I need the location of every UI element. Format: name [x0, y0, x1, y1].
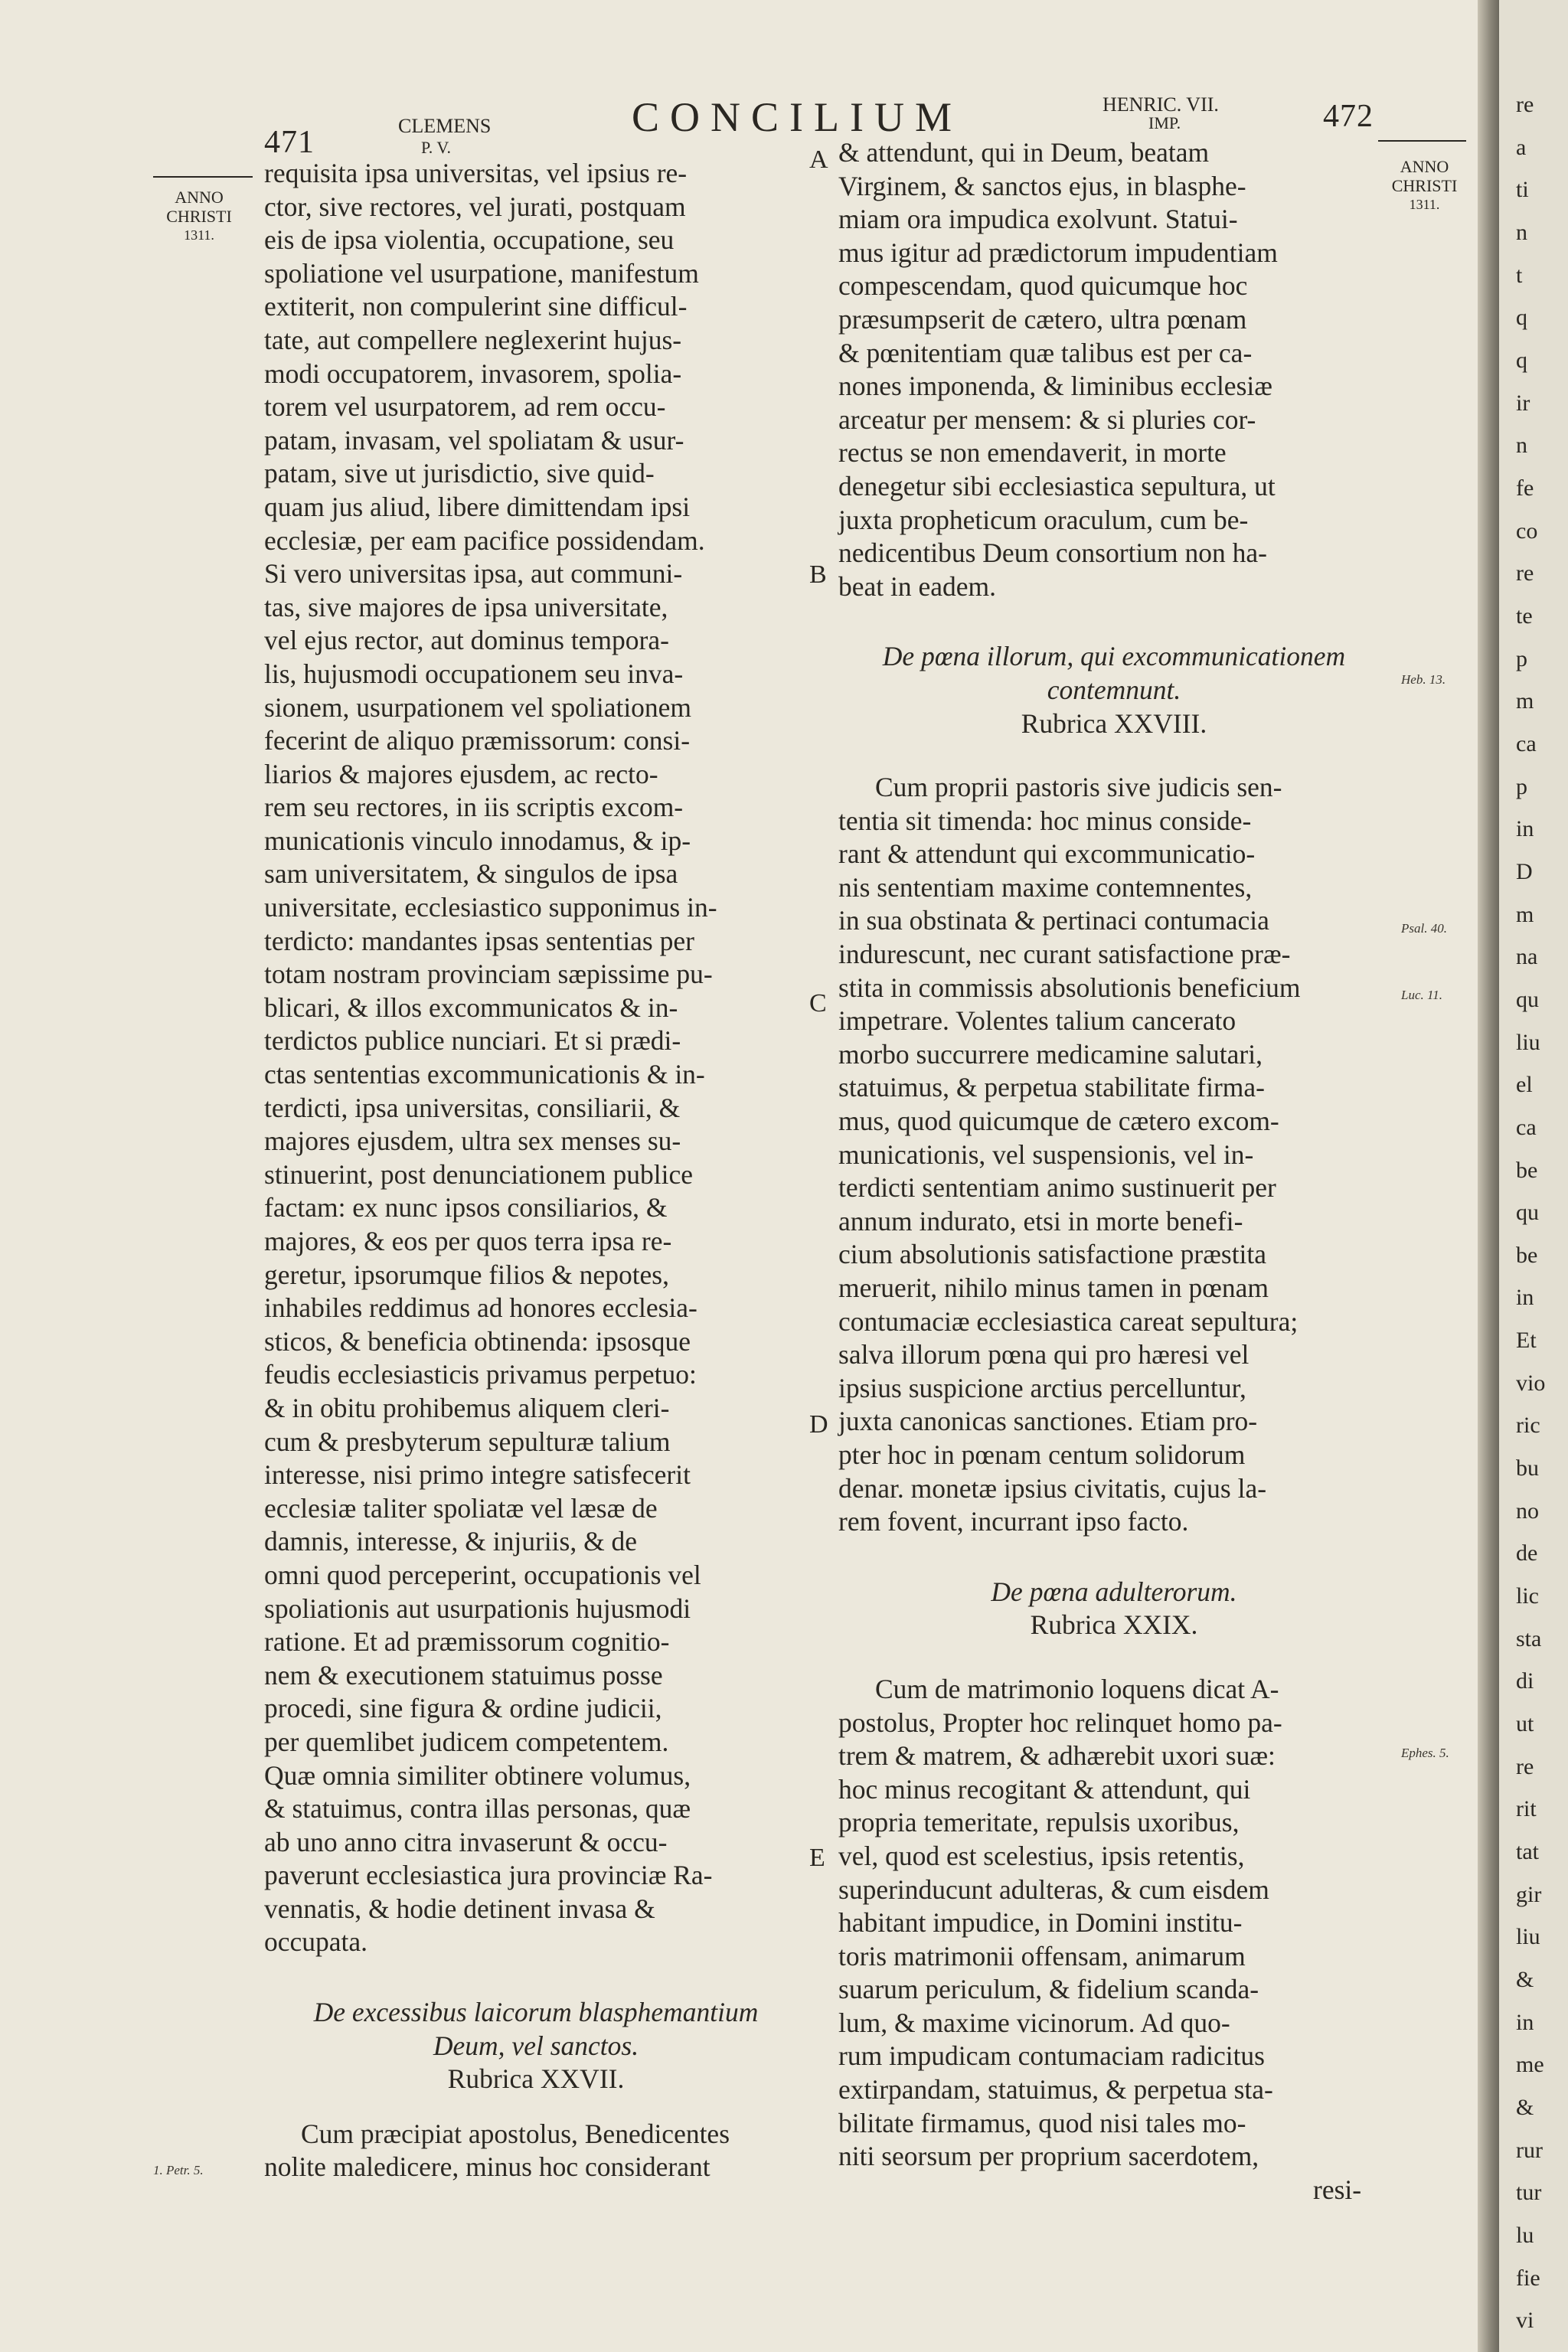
next-page-fragment: n: [1516, 219, 1527, 245]
left-column-line-9: patam, invasam, vel spoliatam & usur-: [264, 424, 684, 456]
left-column-line-17: sionem, usurpationem vel spoliationem: [264, 691, 692, 723]
left-column-line-18: fecerint de aliquo præmissorum: consi-: [264, 725, 691, 756]
left-column-line-26: blicari, & illos excommunicatos & in-: [264, 991, 678, 1023]
left-column-line-37: feudis ecclesiasticis privamus perpetuo:: [264, 1359, 697, 1390]
section-28-title-line2: contemnunt.: [1047, 674, 1181, 705]
right-column-line-13: nedicentibus Deum consortium non ha-: [838, 537, 1267, 569]
next-page-fragment: be: [1516, 1157, 1538, 1183]
left-column-line-34: geretur, ipsorumque filios & nepotes,: [264, 1259, 669, 1290]
next-page-fragment: ca: [1516, 1114, 1537, 1140]
section-29-line-8: habitant impudice, in Domini institu-: [838, 1907, 1243, 1939]
right-column: [838, 136, 1390, 2207]
section-28-line-11: mus, quod quicumque de cætero excom-: [838, 1106, 1279, 1137]
section-29-title: De pœna adulterorum.: [991, 1576, 1237, 1607]
left-column-line-33: majores, & eos per quos terra ipsa re-: [264, 1226, 672, 1256]
left-column-line-36: sticos, & beneficia obtinenda: ipsosque: [264, 1325, 691, 1357]
next-page-fragment: na: [1516, 944, 1538, 970]
margin-note-luc: Luc. 11.: [1401, 988, 1442, 1002]
section-28-line-7: stita in commissis absolutionis beneficium: [838, 972, 1301, 1003]
next-page-fragment: qu: [1516, 1200, 1539, 1226]
section-29-text: [838, 1673, 1390, 2174]
right-column-line-2: Virginem, & sanctos ejus, in blasphe-: [838, 170, 1246, 201]
section-27-line-2: nolite maledicere, minus hoc considerant: [264, 2151, 710, 2183]
right-column-line-10: rectus se non emendaverit, in morte: [838, 437, 1227, 469]
left-column-line-8: torem vel usurpatorem, ad rem occu-: [264, 391, 666, 423]
right-column-line-7: & pœnitentiam quæ talibus est per ca-: [838, 337, 1253, 368]
section-28-line-8: impetrare. Volentes talium cancerato: [838, 1005, 1236, 1037]
margin-note-ephes: Ephes. 5.: [1401, 1746, 1449, 1760]
left-column-line-40: interesse, nisi primo integre satisfecerit: [264, 1459, 691, 1491]
left-column-line-54: occupata.: [264, 1926, 368, 1958]
left-column-line-47: procedi, sine figura & ordine judicii,: [264, 1693, 662, 1724]
left-column-line-6: tate, aut compellere neglexerint hujus-: [264, 324, 682, 355]
next-page-fragment: m: [1516, 688, 1534, 714]
left-column-line-1: requisita ipsa universitas, vel ipsius re-: [264, 158, 688, 188]
next-page-fragment: in: [1516, 816, 1534, 842]
next-page-fragment: be: [1516, 1242, 1538, 1268]
next-page-fragment: re: [1516, 1753, 1534, 1779]
left-running-head: CLEMENS: [398, 115, 492, 137]
next-page-fragment: tur: [1516, 2180, 1542, 2206]
left-column-line-14: tas, sive majores de ipsa universitate,: [264, 591, 668, 622]
section-29-line-11: lum, & maxime vicinorum. Ad quo-: [838, 2007, 1230, 2038]
left-column-line-11: quam jus aliud, libere dimittendam ipsi: [264, 491, 691, 522]
right-column-line-5: compescendam, quod quicumque hoc: [838, 270, 1248, 302]
right-column-line-4: mus igitur ad prædictorum impudentiam: [838, 237, 1278, 268]
next-page-fragment: in: [1516, 2009, 1534, 2035]
left-column-line-28: ctas sententias excommunicationis & in-: [264, 1059, 705, 1090]
left-column-line-53: vennatis, & hodie detinent invasa &: [264, 1893, 655, 1924]
next-page-fragment: gir: [1516, 1881, 1542, 1907]
next-page-fragment: bu: [1516, 1455, 1539, 1481]
left-column-line-20: rem seu rectores, in iis scriptis excom-: [264, 792, 684, 823]
next-page-fragment: qu: [1516, 986, 1539, 1012]
left-column: [264, 157, 808, 2184]
section-27-title-line2: Deum, vel sanctos.: [433, 2030, 639, 2061]
next-page-fragment: &: [1516, 2095, 1534, 2121]
page-title: CONCILIUM: [632, 94, 962, 140]
section-28-rubric: Rubrica XXVIII.: [1021, 707, 1207, 739]
next-page-fragment: t: [1516, 262, 1523, 288]
right-column-line-9: arceatur per mensem: & si pluries cor-: [838, 403, 1256, 435]
next-page-fragment: te: [1516, 603, 1533, 629]
book-gutter: [1478, 0, 1499, 2352]
left-column-line-45: ratione. Et ad præmissorum cognitio-: [264, 1626, 670, 1658]
next-page-fragment: &: [1516, 1967, 1534, 1993]
left-column-line-50: & statuimus, contra illas personas, quæ: [264, 1793, 691, 1824]
anno-right-line1: ANNO: [1400, 157, 1449, 176]
section-28-line-2: tentia sit timenda: hoc minus conside-: [838, 805, 1252, 836]
section-29: [838, 1576, 1390, 2207]
next-page-fragment: vi: [1516, 2308, 1534, 2334]
section-29-line-10: suarum periculum, & fidelium scanda-: [838, 1974, 1259, 2005]
next-page-fragment: ut: [1516, 1711, 1534, 1737]
section-28-text: [838, 771, 1390, 1539]
next-page-fragment: co: [1516, 518, 1538, 544]
next-page-fragment: Et: [1516, 1328, 1537, 1354]
left-page-number: 471: [264, 125, 315, 160]
next-page-fragment: fe: [1516, 475, 1534, 501]
left-column-line-44: spoliationis aut usurpationis hujusmodi: [264, 1592, 691, 1624]
left-column-line-51: ab uno anno citra invaserunt & occu-: [264, 1826, 668, 1857]
left-column-line-10: patam, sive ut jurisdictio, sive quid-: [264, 458, 655, 489]
right-column-line-14: beat in eadem.: [838, 570, 996, 602]
right-page-number: 472: [1323, 99, 1374, 134]
left-column-line-15: vel ejus rector, aut dominus tempora-: [264, 625, 669, 656]
next-page-fragment: liu: [1516, 1924, 1540, 1950]
section-28-line-21: pter hoc in pœnam centum solidorum: [838, 1439, 1246, 1470]
section-29-line-13: extirpandam, statuimus, & perpetua sta-: [838, 2074, 1273, 2105]
section-28-title-line1: De pœna illorum, qui excommunicationem: [882, 641, 1346, 672]
left-column-line-24: terdicto: mandantes ipsas sententias per: [264, 925, 694, 956]
section-28-line-6: indurescunt, nec curant satisfactione præ-: [838, 939, 1291, 970]
left-column-line-31: stinuerint, post denunciationem publice: [264, 1158, 693, 1190]
section-27: [264, 1996, 808, 2184]
section-29-line-7: superinducunt adulteras, & cum eisdem: [838, 1873, 1269, 1905]
right-column-line-3: miam ora impudica exolvunt. Statui-: [838, 204, 1238, 235]
section-29-line-15: niti seorsum per proprium sacerdotem,: [838, 2141, 1259, 2172]
section-letter-e: E: [809, 1844, 825, 1872]
anno-right-line3: 1311.: [1409, 197, 1440, 212]
section-28-line-15: cium absolutionis satisfactione præstita: [838, 1239, 1267, 1270]
section-29-line-2: postolus, Propter hoc relinquet homo pa-: [838, 1707, 1282, 1738]
left-column-line-41: ecclesiæ taliter spoliatæ vel læsæ de: [264, 1492, 658, 1524]
left-column-line-39: cum & presbyterum sepulturæ talium: [264, 1426, 671, 1457]
section-28-line-18: salva illorum pœna qui pro hæresi vel: [838, 1339, 1250, 1370]
right-column-line-8: nones imponenda, & liminibus ecclesiæ: [838, 371, 1272, 402]
catchword: resi-: [1313, 2174, 1362, 2205]
left-column-line-27: terdictos publice nunciari. Et si prædi-: [264, 1025, 681, 1057]
left-column-line-16: lis, hujusmodi occupationem seu inva-: [264, 658, 684, 689]
anno-left-line1: ANNO: [175, 188, 224, 207]
right-column-line-1: & attendunt, qui in Deum, beatam: [838, 137, 1210, 168]
next-page-fragment: p: [1516, 645, 1527, 671]
right-column-line-6: præsumpserit de cætero, ultra pœnam: [838, 303, 1247, 335]
left-running-sub: P. V.: [421, 138, 451, 157]
next-page-fragment: q: [1516, 305, 1527, 331]
right-running-sub: IMP.: [1148, 113, 1181, 132]
section-28: [838, 640, 1390, 1538]
next-page-fragment: rit: [1516, 1796, 1537, 1822]
right-column-line-11: denegetur sibi ecclesiastica sepultura, ut: [838, 470, 1276, 501]
margin-note-heb: Heb. 13.: [1401, 672, 1446, 687]
next-page-fragment: p: [1516, 773, 1527, 799]
next-page-fragment: re: [1516, 560, 1534, 586]
next-page-fragment: tat: [1516, 1839, 1539, 1865]
left-column-line-46: nem & executionem statuimus posse: [264, 1659, 663, 1690]
section-28-line-9: morbo succurrere medicamine salutari,: [838, 1038, 1263, 1070]
section-28-line-14: annum indurato, etsi in morte benefi-: [838, 1205, 1243, 1236]
left-column-line-13: Si vero universitas ipsa, aut communi-: [264, 558, 683, 590]
next-page-fragment: lic: [1516, 1583, 1539, 1609]
next-page-fragment: re: [1516, 92, 1534, 117]
next-page-fragment: m: [1516, 901, 1534, 927]
section-letter-a: A: [809, 145, 828, 174]
section-letter-d: D: [809, 1410, 828, 1439]
anno-right-line2: CHRISTI: [1391, 176, 1458, 195]
anno-left-line2: CHRISTI: [166, 207, 232, 226]
section-letter-c: C: [809, 989, 827, 1018]
anno-right: [1384, 157, 1465, 214]
section-28-line-1: Cum proprii pastoris sive judicis sen-: [875, 772, 1282, 803]
next-page-fragment: lu: [1516, 2223, 1534, 2249]
section-28-line-13: terdicti sententiam animo sustinuerit per: [838, 1172, 1276, 1204]
section-28-line-10: statuimus, & perpetua stabilitate firma-: [838, 1072, 1265, 1103]
left-column-line-35: inhabiles reddimus ad honores ecclesia-: [264, 1292, 697, 1324]
section-29-line-12: rum impudicam contumaciam radicitus: [838, 2040, 1265, 2072]
anno-left-line3: 1311.: [184, 227, 214, 243]
section-29-line-4: hoc minus recogitant & attendunt, qui: [838, 1773, 1251, 1805]
next-page-fragment: ca: [1516, 730, 1537, 756]
next-page-fragment: ric: [1516, 1413, 1540, 1439]
section-29-line-1: Cum de matrimonio loquens dicat A-: [875, 1673, 1279, 1704]
section-28-line-12: municationis, vel suspensionis, vel in-: [838, 1138, 1254, 1170]
section-letter-b: B: [809, 560, 827, 589]
margin-note-psal: Psal. 40.: [1401, 921, 1447, 936]
section-27-line-1: Cum præcipiat apostolus, Benedicentes: [301, 2118, 730, 2149]
next-page-fragment: ir: [1516, 390, 1530, 416]
section-29-line-3: trem & matrem, & adhærebit uxori suæ:: [838, 1740, 1276, 1772]
left-column-line-21: municationis vinculo innodamus, & ip-: [264, 825, 691, 856]
next-page-fragment: rur: [1516, 2137, 1543, 2163]
left-column-line-32: factam: ex nunc ipsos consiliarios, &: [264, 1192, 668, 1223]
left-column-line-12: ecclesiæ, per eam pacifice possidendam.: [264, 524, 705, 556]
anno-right-rule: [1378, 140, 1466, 142]
section-29-line-6: vel, quod est scelestius, ipsis retentis,: [838, 1840, 1245, 1871]
left-column-line-4: spoliatione vel usurpatione, manifestum: [264, 257, 699, 289]
section-28-line-19: ipsius suspicione arctius percelluntur,: [838, 1372, 1246, 1403]
section-28-line-4: nis sententiam maxime contemnentes,: [838, 871, 1253, 903]
next-page-fragment: fie: [1516, 2265, 1540, 2291]
next-page-fragment: liu: [1516, 1029, 1540, 1055]
right-column-line-12: juxta propheticum oraculum, cum be-: [838, 504, 1249, 535]
left-column-line-38: & in obitu prohibemus aliquem cleri-: [264, 1392, 670, 1423]
section-28-line-5: in sua obstinata & pertinaci contumacia: [838, 905, 1269, 936]
next-page-fragment: de: [1516, 1540, 1538, 1566]
right-running-head: HENRIC. VII.: [1102, 93, 1219, 116]
left-column-line-3: eis de ipsa violentia, occupatione, seu: [264, 224, 675, 256]
next-page-fragment: vio: [1516, 1370, 1546, 1396]
next-page-fragment: el: [1516, 1072, 1533, 1098]
section-29-line-9: toris matrimonii offensam, animarum: [838, 1940, 1246, 1971]
margin-note-petr: 1. Petr. 5.: [153, 2163, 204, 2177]
next-page-fragment: sta: [1516, 1625, 1542, 1651]
left-column-line-2: ctor, sive rectores, vel jurati, postquam: [264, 191, 686, 222]
left-column-line-25: totam nostram provinciam sæpissime pu-: [264, 959, 713, 990]
section-28-line-22: denar. monetæ ipsius civitatis, cujus la-: [838, 1472, 1267, 1504]
section-28-line-17: contumaciæ ecclesiastica careat sepultura;: [838, 1305, 1298, 1337]
left-column-line-29: terdicti, ipsa universitas, consiliarii, &: [264, 1092, 681, 1123]
left-column-line-43: omni quod perceperint, occupationis vel: [264, 1559, 701, 1590]
left-column-line-30: majores ejusdem, ultra sex menses su-: [264, 1125, 681, 1157]
next-page-fragment: no: [1516, 1498, 1539, 1524]
next-page-edge: [1499, 0, 1568, 2352]
left-column-line-7: modi occupatorem, invasorem, spolia-: [264, 358, 682, 389]
left-column-text: [264, 157, 808, 1959]
next-page-fragment: q: [1516, 347, 1527, 373]
left-column-line-42: damnis, interesse, & injuriis, & de: [264, 1526, 638, 1557]
next-page-fragment: n: [1516, 433, 1527, 459]
anno-left: [157, 188, 241, 245]
section-27-rubric: Rubrica XXVII.: [447, 2063, 625, 2095]
section-29-rubric: Rubrica XXIX.: [1030, 1609, 1198, 1641]
section-28-line-16: meruerit, nihilo minus tamen in pœnam: [838, 1272, 1269, 1303]
next-page-fragment: me: [1516, 2052, 1544, 2078]
next-page-fragment: di: [1516, 1668, 1534, 1694]
left-column-line-19: liarios & majores ejusdem, ac recto-: [264, 758, 658, 789]
left-column-line-52: paverunt ecclesiastica jura provinciæ Ra-: [264, 1860, 713, 1891]
next-page-fragment: D: [1516, 858, 1533, 884]
right-column-text: [838, 136, 1390, 603]
section-29-line-5: propria temeritate, repulsis uxoribus,: [838, 1807, 1240, 1838]
left-column-line-5: extiterit, non compulerint sine difficul-: [264, 291, 688, 322]
left-column-line-48: per quemlibet judicem competentem.: [264, 1726, 669, 1757]
section-28-line-3: rant & attendunt qui excommunicatio-: [838, 838, 1256, 870]
next-page-fragment: a: [1516, 134, 1527, 160]
left-column-line-23: universitate, ecclesiastico supponimus in-: [264, 892, 717, 923]
section-28-line-23: rem fovent, incurrant ipso facto.: [838, 1506, 1189, 1537]
left-column-line-22: sam universitatem, & singulos de ipsa: [264, 858, 678, 890]
left-column-line-49: Quæ omnia similiter obtinere volumus,: [264, 1759, 691, 1791]
next-page-fragment: ti: [1516, 177, 1529, 203]
next-page-fragment: in: [1516, 1285, 1534, 1311]
section-27-title-line1: De excessibus laicorum blasphemantium: [313, 1997, 759, 2028]
section-29-line-14: bilitate firmamus, quod nisi tales mo-: [838, 2107, 1246, 2138]
section-28-line-20: juxta canonicas sanctiones. Etiam pro-: [838, 1406, 1258, 1437]
anno-left-rule: [153, 176, 253, 178]
